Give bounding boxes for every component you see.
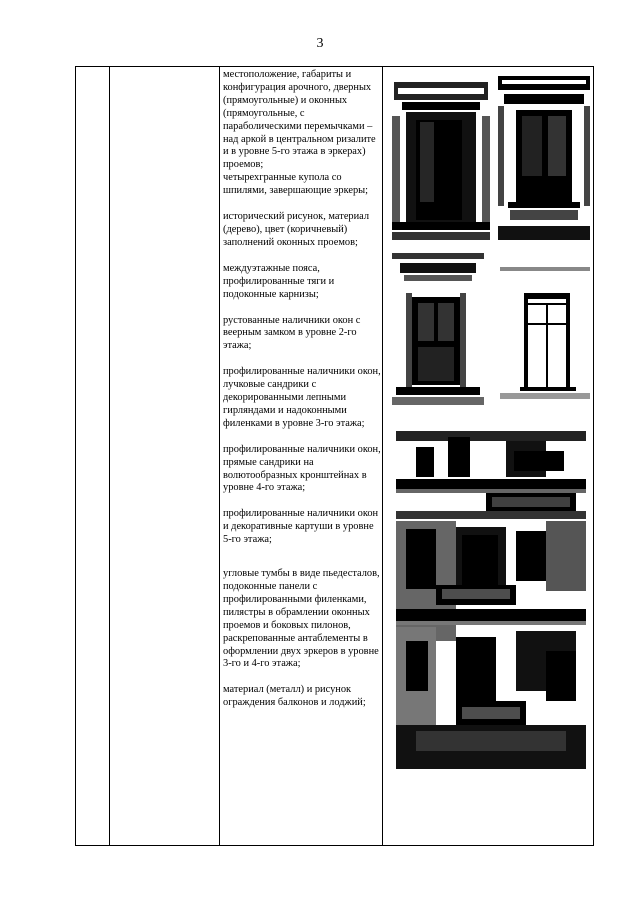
column-divider [109,67,110,845]
photo-facade-erkers-balconies [396,431,586,769]
description-column [223,69,383,723]
photo-window-arched-top-left [392,76,490,240]
paragraph-balconies: материал (металл) и рисунок ограждения балконов и лоджий; [223,684,366,709]
paragraph-floor4-frames: профилированные наличники окон, прямые сандрики на волютообразных кронштейнах в уровне 4-го этажа; [223,443,381,494]
paragraph-rusticated-frames: рустованные наличники окон с веерным замком в уровне 2-го этажа; [223,314,361,352]
paragraph-window-fill: исторический рисунок, материал (дерево), цвет (коричневый) заполнений оконных проемов; [223,211,370,248]
page-number: 3 [316,36,324,51]
photo-window-profiled [500,267,590,399]
photo-window-rusticated [392,253,484,405]
objects-table [75,66,594,846]
paragraph-erkers: угловые тумбы в виде пьедесталов, подоконные панели с профилированными филенками, пилястры в обрамлении оконных проемов и боковых пилонов, раскрепованные антаблементы в оформлении двух эркеров в уровне 3-го и 4-го этажа; [223,568,380,670]
column-divider [219,67,220,845]
paragraph-belts: междуэтажные пояса, профилированные тяги и подоконные карнизы; [223,262,335,300]
paragraph-openings: местоположение, габариты и конфигурация арочного, дверных (прямоугольные) и оконных (прямоугольные, с параболическими перемычками – над аркой в центральном ризалите и в уровне 5-го этажа в эркерах) проемов; четырехгранные купола со шпилями, завершающие эркеры; [223,69,376,197]
paragraph-floor5-frames: профилированные наличники окон и декоративные картуши в уровне 5-го этажа; [223,508,379,546]
paragraph-floor3-frames: профилированные наличники окон, лучковые сандрики с декорированными лепными гирляндами и надоконными филенками в уровне 3-го этажа; [223,366,381,429]
photo-window-with-balcony-top-right [498,76,590,240]
